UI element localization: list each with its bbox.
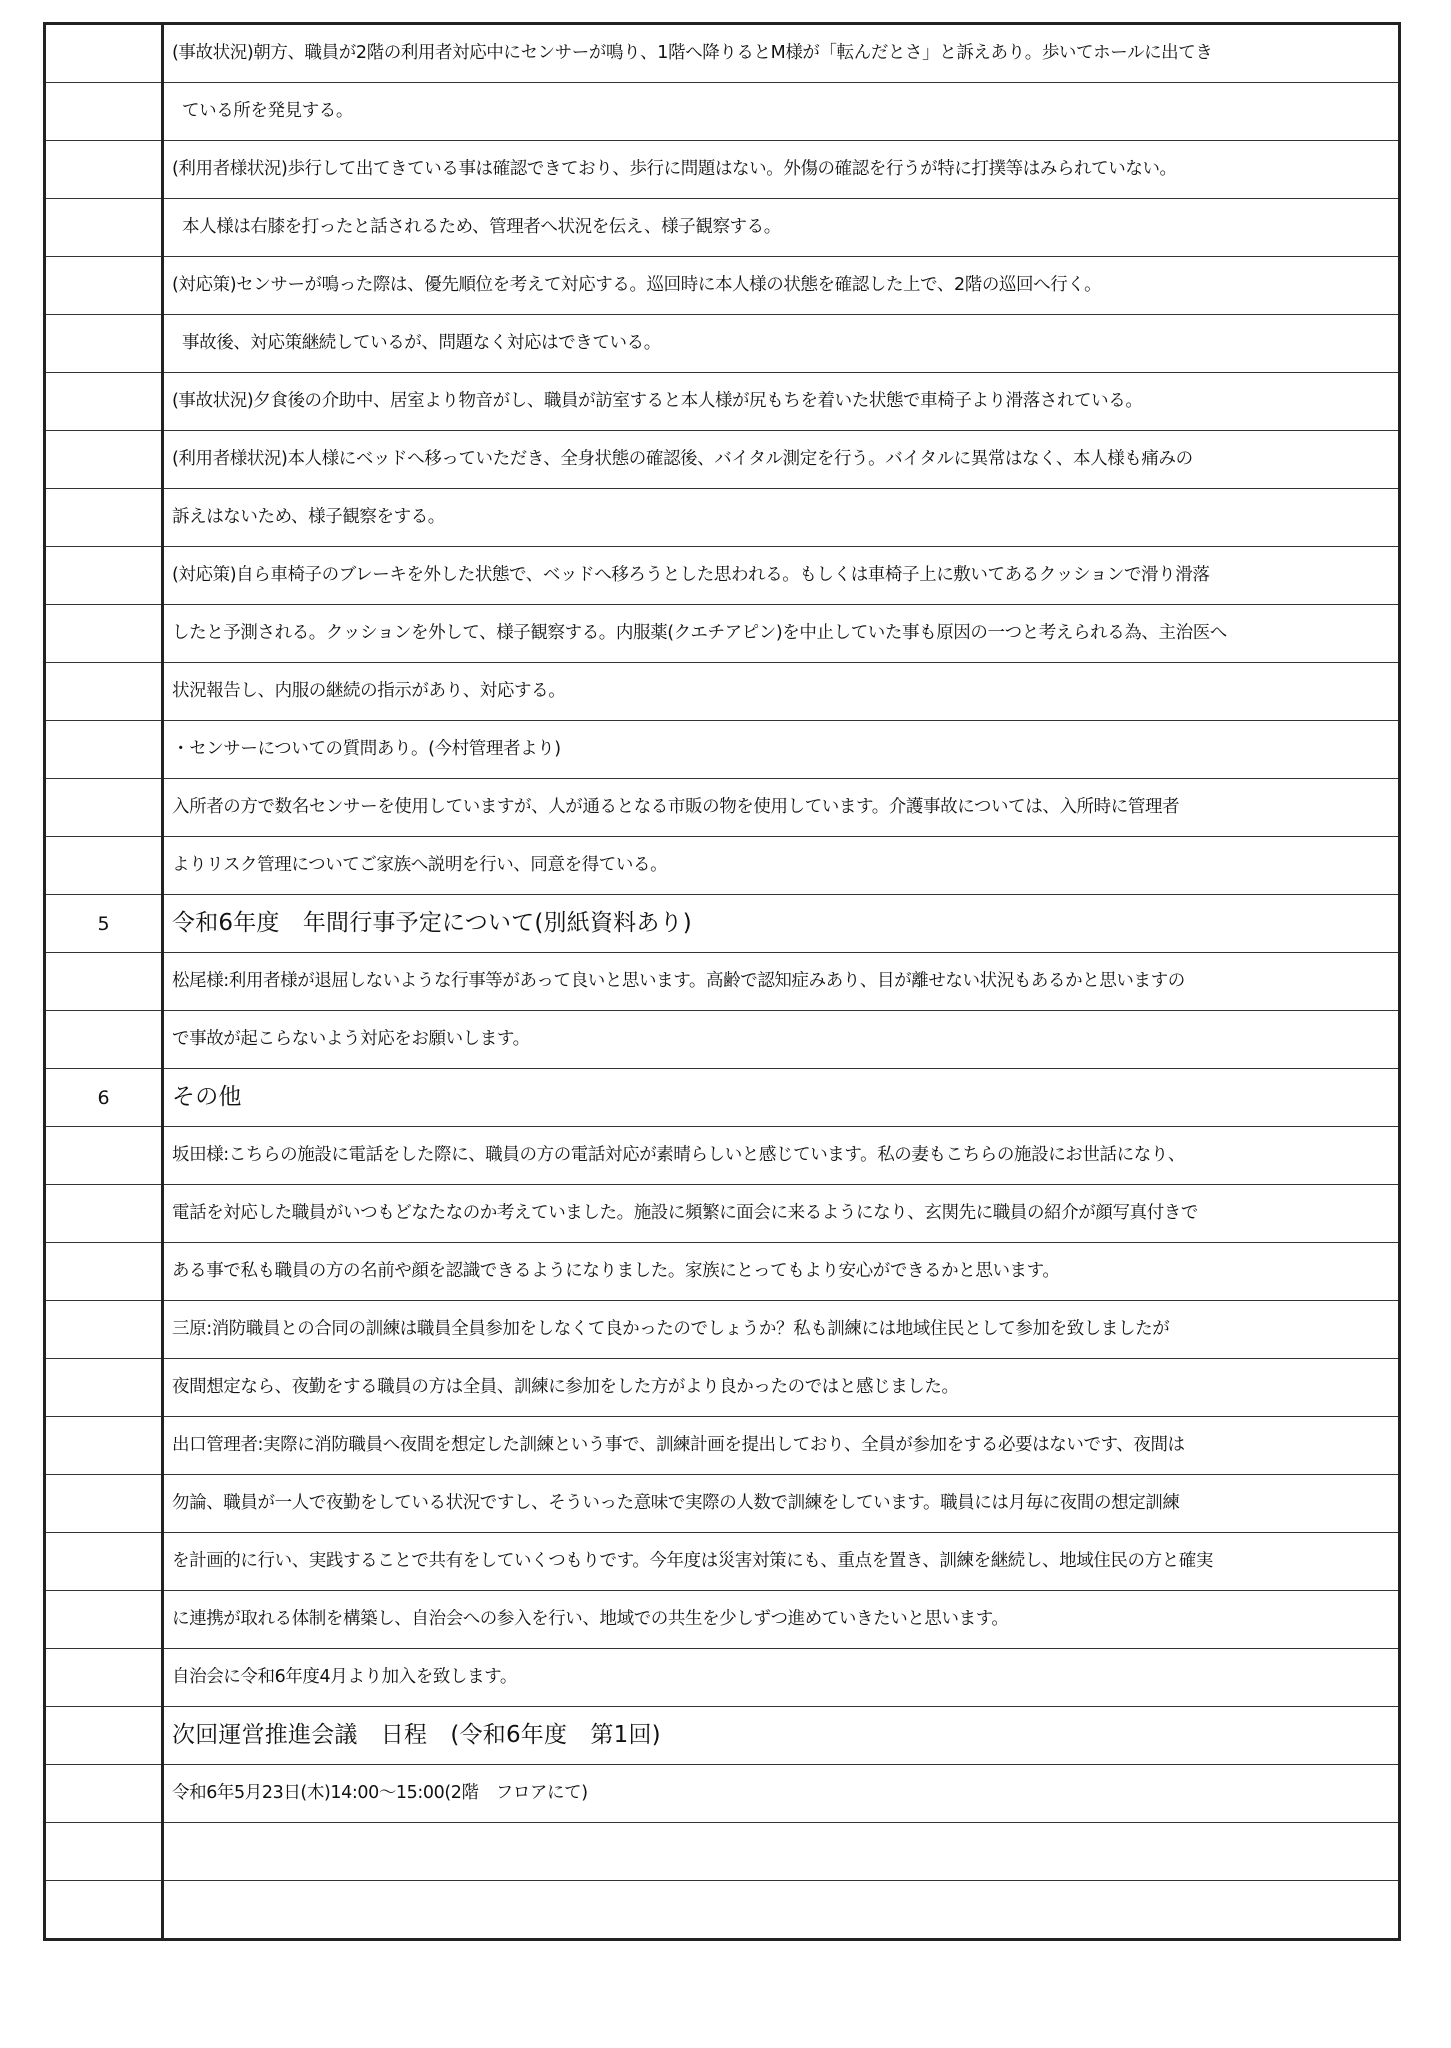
table-row	[45, 489, 1400, 547]
table-row	[45, 779, 1400, 837]
item-number	[45, 837, 163, 895]
minutes-text: 入所者の方で数名センサーを使用していますが、人が通るとなる市販の物を使用しています。介護事故については、入所時に管理者	[163, 779, 1400, 837]
table-row	[45, 1185, 1400, 1243]
item-number	[45, 1185, 163, 1243]
item-number	[45, 1243, 163, 1301]
table-row	[45, 1533, 1400, 1591]
table-row	[45, 1765, 1400, 1823]
item-number	[45, 663, 163, 721]
minutes-text: ている所を発見する。	[163, 83, 1400, 141]
minutes-text: (対応策)センサーが鳴った際は、優先順位を考えて対応する。巡回時に本人様の状態を確認した上で、2階の巡回へ行く。	[163, 257, 1400, 315]
item-number	[45, 1417, 163, 1475]
minutes-table	[43, 22, 1401, 1941]
item-number	[45, 315, 163, 373]
minutes-text: 出口管理者:実際に消防職員へ夜間を想定した訓練という事で、訓練計画を提出しており、全員が参加をする必要はないです、夜間は	[163, 1417, 1400, 1475]
minutes-text: (事故状況)朝方、職員が2階の利用者対応中にセンサーが鳴り、1階へ降りるとM様が「転んだとさ」と訴えあり。歩いてホールに出てき	[163, 24, 1400, 83]
minutes-text: 訴えはないため、様子観察をする。	[163, 489, 1400, 547]
minutes-text: 三原:消防職員との合同の訓練は職員全員参加をしなくて良かったのでしょうか？私も訓練には地域住民として参加を致しましたが	[163, 1301, 1400, 1359]
section-heading: 令和6年度 年間行事予定について(別紙資料あり)	[163, 895, 1400, 953]
table-row	[45, 837, 1400, 895]
item-number	[45, 1533, 163, 1591]
table-row	[45, 895, 1400, 953]
item-number	[45, 83, 163, 141]
table-row	[45, 1243, 1400, 1301]
minutes-text: 令和6年5月23日(木)14:00〜15:00(2階 フロアにて)	[163, 1765, 1400, 1823]
table-row	[45, 431, 1400, 489]
item-number	[45, 1823, 163, 1881]
minutes-text: 状況報告し、内服の継続の指示があり、対応する。	[163, 663, 1400, 721]
table-row	[45, 1881, 1400, 1940]
item-number	[45, 1127, 163, 1185]
minutes-text: ・センサーについての質問あり。(今村管理者より)	[163, 721, 1400, 779]
table-row	[45, 1707, 1400, 1765]
table-row	[45, 1591, 1400, 1649]
item-number	[45, 141, 163, 199]
item-number	[45, 547, 163, 605]
table-row	[45, 83, 1400, 141]
minutes-text: で事故が起こらないよう対応をお願いします。	[163, 1011, 1400, 1069]
item-number	[45, 605, 163, 663]
table-row	[45, 141, 1400, 199]
minutes-text: (事故状況)夕食後の介助中、居室より物音がし、職員が訪室すると本人様が尻もちを着いた状態で車椅子より滑落されている。	[163, 373, 1400, 431]
item-number	[45, 1011, 163, 1069]
item-number: 5	[45, 895, 163, 953]
minutes-text: (利用者様状況)歩行して出てきている事は確認できており、歩行に問題はない。外傷の確認を行うが特に打撲等はみられていない。	[163, 141, 1400, 199]
item-number	[45, 24, 163, 83]
minutes-text: 本人様は右膝を打ったと話されるため、管理者へ状況を伝え、様子観察する。	[163, 199, 1400, 257]
table-row	[45, 199, 1400, 257]
table-row	[45, 953, 1400, 1011]
item-number	[45, 1475, 163, 1533]
item-number	[45, 1765, 163, 1823]
table-row	[45, 1823, 1400, 1881]
table-row	[45, 257, 1400, 315]
minutes-text: 坂田様:こちらの施設に電話をした際に、職員の方の電話対応が素晴らしいと感じています。私の妻もこちらの施設にお世話になり、	[163, 1127, 1400, 1185]
minutes-text: (利用者様状況)本人様にベッドへ移っていただき、全身状態の確認後、バイタル測定を行う。バイタルに異常はなく、本人様も痛みの	[163, 431, 1400, 489]
table-row	[45, 663, 1400, 721]
minutes-text: 自治会に令和6年度4月より加入を致します。	[163, 1649, 1400, 1707]
item-number: 6	[45, 1069, 163, 1127]
minutes-text: 電話を対応した職員がいつもどなたなのか考えていました。施設に頻繁に面会に来るようになり、玄関先に職員の紹介が顔写真付きで	[163, 1185, 1400, 1243]
minutes-text: 勿論、職員が一人で夜勤をしている状況ですし、そういった意味で実際の人数で訓練をしています。職員には月毎に夜間の想定訓練	[163, 1475, 1400, 1533]
minutes-text: 夜間想定なら、夜勤をする職員の方は全員、訓練に参加をした方がより良かったのではと感じました。	[163, 1359, 1400, 1417]
minutes-text: に連携が取れる体制を構築し、自治会への参入を行い、地域での共生を少しずつ進めていきたいと思います。	[163, 1591, 1400, 1649]
item-number	[45, 257, 163, 315]
table-row	[45, 315, 1400, 373]
table-row	[45, 373, 1400, 431]
minutes-text	[163, 1823, 1400, 1881]
table-row	[45, 721, 1400, 779]
item-number	[45, 721, 163, 779]
item-number	[45, 1707, 163, 1765]
table-row	[45, 1301, 1400, 1359]
minutes-text: よりリスク管理についてご家族へ説明を行い、同意を得ている。	[163, 837, 1400, 895]
table-row	[45, 605, 1400, 663]
table-row	[45, 1127, 1400, 1185]
item-number	[45, 373, 163, 431]
item-number	[45, 199, 163, 257]
item-number	[45, 1649, 163, 1707]
table-row	[45, 1649, 1400, 1707]
item-number	[45, 779, 163, 837]
table-row	[45, 1417, 1400, 1475]
minutes-text	[163, 1881, 1400, 1940]
item-number	[45, 953, 163, 1011]
minutes-text: を計画的に行い、実践することで共有をしていくつもりです。今年度は災害対策にも、重点を置き、訓練を継続し、地域住民の方と確実	[163, 1533, 1400, 1591]
item-number	[45, 1301, 163, 1359]
item-number	[45, 431, 163, 489]
section-heading: 次回運営推進会議 日程 (令和6年度 第1回)	[163, 1707, 1400, 1765]
minutes-text: ある事で私も職員の方の名前や顔を認識できるようになりました。家族にとってもより安心ができるかと思います。	[163, 1243, 1400, 1301]
item-number	[45, 1591, 163, 1649]
item-number	[45, 1881, 163, 1940]
minutes-text: 事故後、対応策継続しているが、問題なく対応はできている。	[163, 315, 1400, 373]
table-row	[45, 1069, 1400, 1127]
item-number	[45, 489, 163, 547]
table-row	[45, 1359, 1400, 1417]
table-row	[45, 1011, 1400, 1069]
item-number	[45, 1359, 163, 1417]
table-row	[45, 1475, 1400, 1533]
minutes-table-body	[45, 24, 1400, 1940]
minutes-text: 松尾様:利用者様が退屈しないような行事等があって良いと思います。高齢で認知症みあり、目が離せない状況もあるかと思いますの	[163, 953, 1400, 1011]
table-row	[45, 24, 1400, 83]
section-heading: その他	[163, 1069, 1400, 1127]
table-row	[45, 547, 1400, 605]
minutes-text: したと予測される。クッションを外して、様子観察する。内服薬(クエチアピン)を中止していた事も原因の一つと考えられる為、主治医へ	[163, 605, 1400, 663]
minutes-text: (対応策)自ら車椅子のブレーキを外した状態で、ベッドへ移ろうとした思われる。もしくは車椅子上に敷いてあるクッションで滑り滑落	[163, 547, 1400, 605]
